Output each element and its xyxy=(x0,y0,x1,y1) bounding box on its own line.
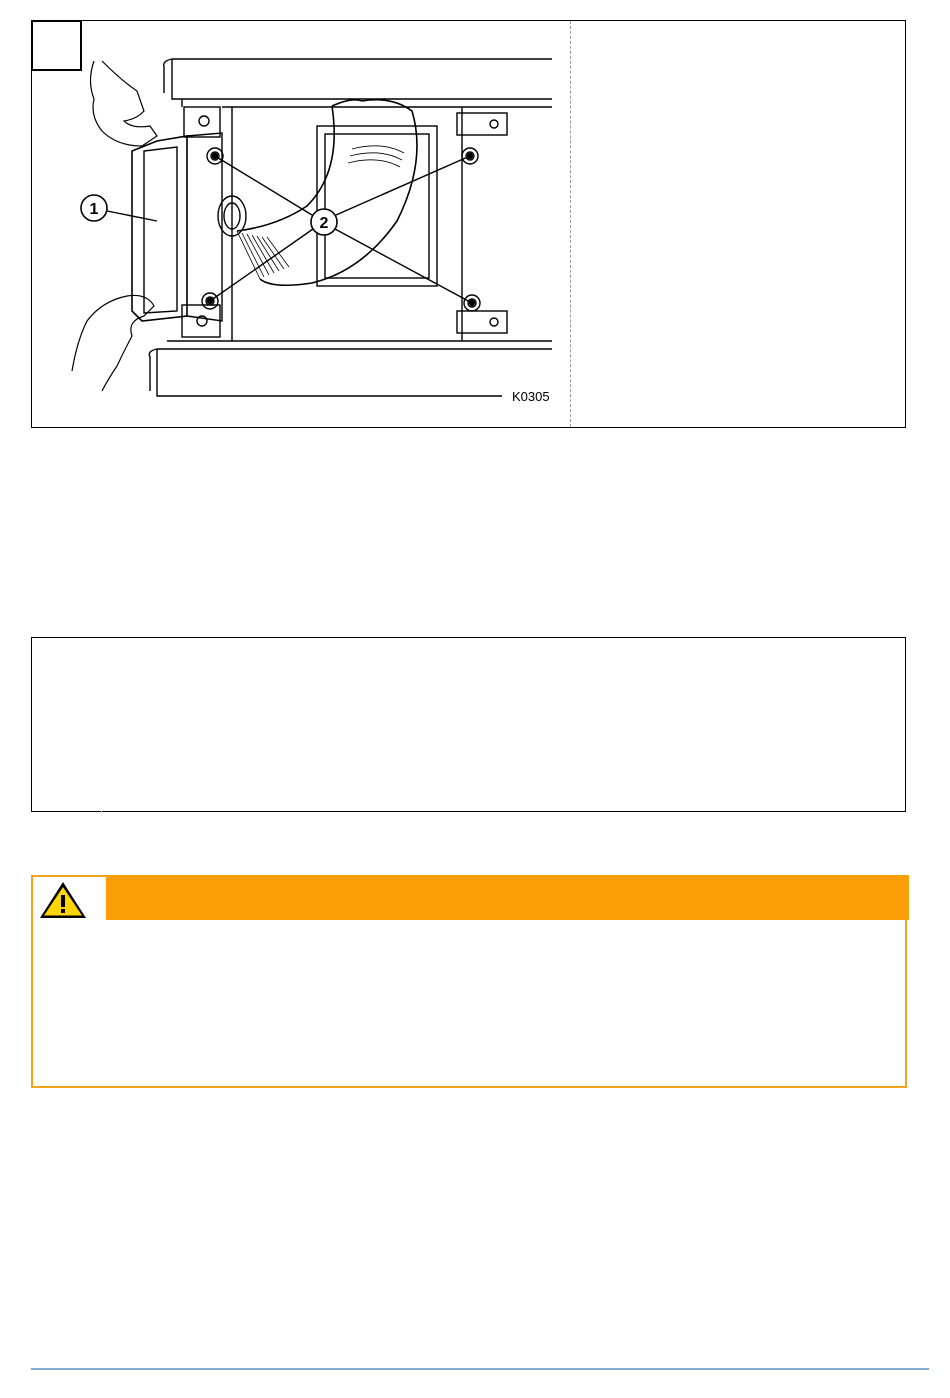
warning-header-bar xyxy=(106,875,909,920)
footer-rule xyxy=(31,1368,929,1370)
note-box xyxy=(31,637,906,812)
figure-frame xyxy=(31,20,906,428)
warning-triangle-icon xyxy=(37,879,89,921)
installation-drawing xyxy=(32,21,907,429)
note-separator xyxy=(101,811,102,813)
figure-code: K0305 xyxy=(512,389,550,404)
callout-1-label: 1 xyxy=(89,201,99,218)
callout-2-label: 2 xyxy=(319,215,329,232)
warning-box xyxy=(31,875,907,1088)
